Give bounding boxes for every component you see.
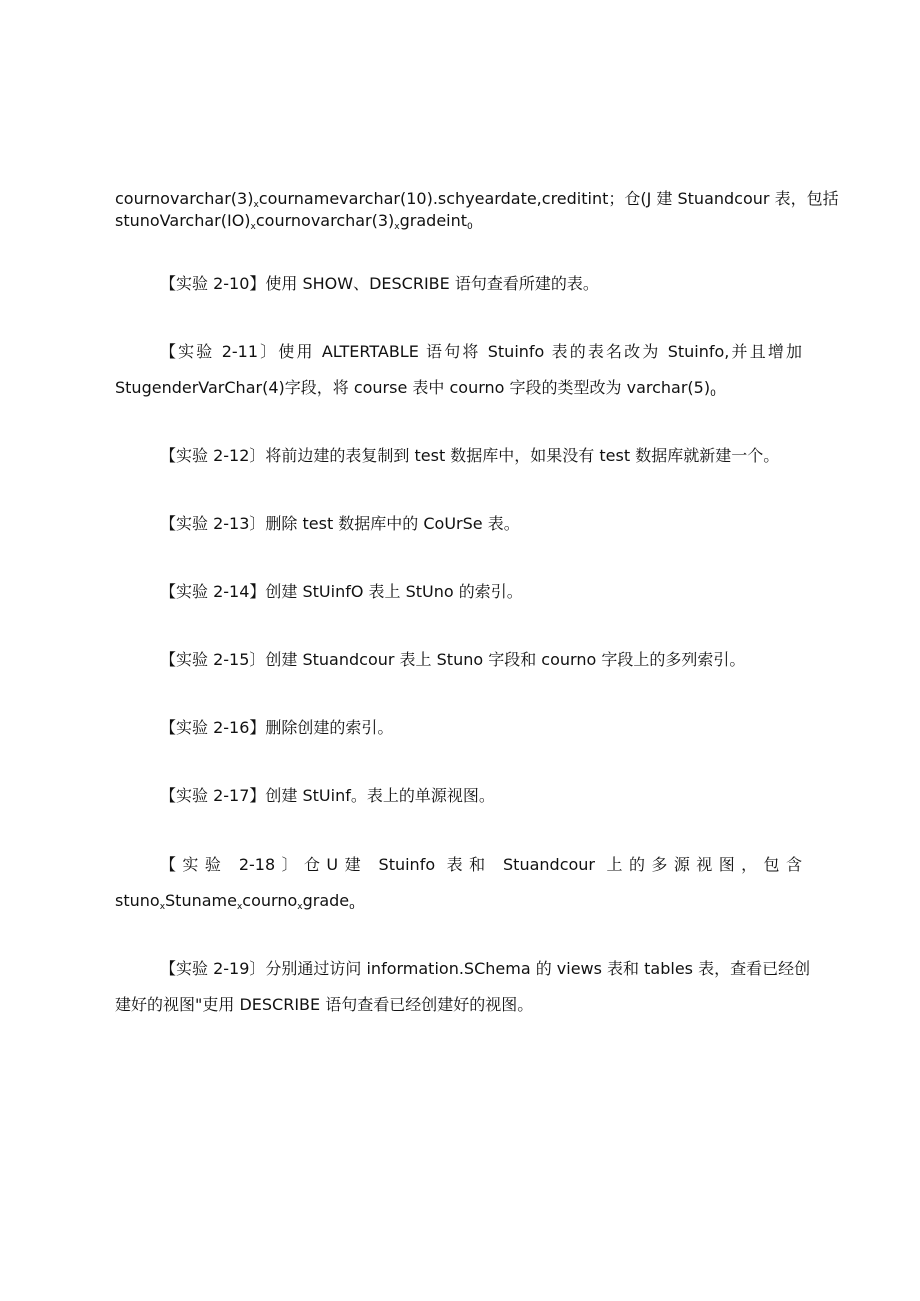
subscript-mark: x: [236, 902, 243, 912]
paragraph-exp-2-10: 【实验 2-10】使用 SHOW、DESCRIBE 语句查看所建的表。: [160, 274, 599, 293]
text-run: gradeint: [399, 211, 468, 230]
subscript-mark: x: [250, 222, 256, 232]
subscript-mark: 0: [710, 389, 716, 399]
text-run: Stuname: [165, 891, 237, 910]
subscript-mark: 0: [467, 222, 473, 232]
paragraph-exp-2-16: 【实验 2-16】删除创建的索引。: [160, 718, 394, 737]
text-run: grade: [302, 891, 350, 910]
paragraph-exp-2-14: 【实验 2-14】创建 StUinfO 表上 StUno 的索引。: [160, 582, 523, 601]
text-run: cournovarchar(3): [255, 211, 395, 230]
subscript-mark: x: [297, 902, 303, 912]
paragraph-exp-2-15: 【实验 2-15〕创建 Stuandcour 表上 Stuno 字段和 courno 字段上的多列索引。: [160, 650, 746, 669]
paragraph-exp-2-19-line-1: 【实验 2-19〕分别通过访问 information.SChema 的 views 表和 tables 表，查看已经创: [160, 959, 811, 978]
text-run: courno: [242, 891, 298, 910]
paragraph-exp-2-18-line-1: 【实验 2-18〕仓U建 Stuinfo 表和 Stuandcour 上的多源视图，包含: [160, 855, 802, 874]
text-run: stunoVarchar(IO): [115, 211, 251, 230]
paragraph-intro-line-1: [115, 189, 839, 209]
text-run: StugenderVarChar(4)字段，将 course 表中 courno 字段的类型改为 varchar(5): [115, 378, 711, 397]
text-run: stuno: [115, 891, 160, 910]
subscript-mark: x: [159, 902, 166, 912]
subscript-mark: x: [253, 200, 259, 210]
paragraph-exp-2-13: 【实验 2-13〕删除 test 数据库中的 CoUrSe 表。: [160, 514, 520, 533]
subscript-mark: x: [394, 222, 400, 232]
paragraph-exp-2-17: 【实验 2-17】创建 StUinf。表上的单源视图。: [160, 786, 495, 805]
paragraph-exp-2-11-line-2: [115, 378, 716, 398]
subscript-mark: o: [349, 902, 355, 912]
paragraph-exp-2-12: 【实验 2-12〕将前边建的表复制到 test 数据库中，如果没有 test 数据库就新建一个。: [160, 446, 780, 465]
paragraph-exp-2-19-line-2: 建好的视图"吏用 DESCRIBE 语句查看已经创建好的视图。: [115, 995, 534, 1014]
paragraph-exp-2-18-line-2: [115, 891, 355, 911]
paragraph-exp-2-11-line-1: 【实验 2-11〕使用 ALTERTABLE 语句将 Stuinfo 表的表名改为 Stuinfo,并且增加: [160, 342, 802, 361]
text-run: cournamevarchar(10).schyeardate,creditint；仓(J 建 Stuandcour 表，包括: [258, 189, 839, 208]
paragraph-intro-line-2: [115, 211, 473, 231]
text-run: cournovarchar(3): [115, 189, 254, 208]
